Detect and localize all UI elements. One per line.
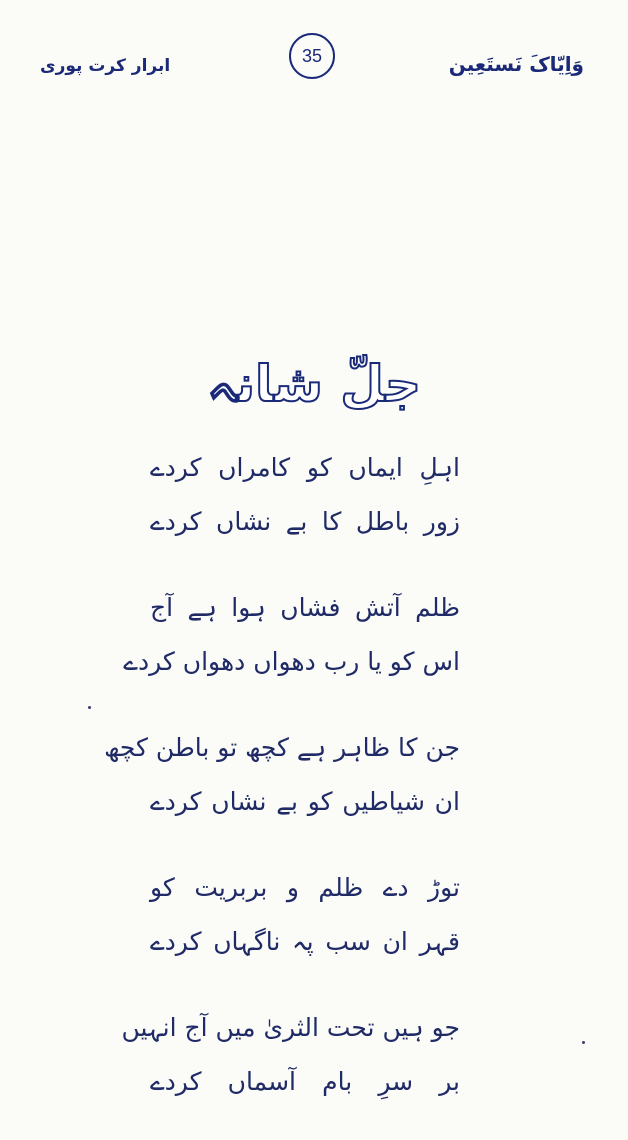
verse-line: قہر ان سب پہ ناگہاں کردے xyxy=(150,927,460,956)
stanza xyxy=(104,720,460,830)
verse-line: زور باطل کا بے نشاں کردے xyxy=(150,507,460,536)
verse-line: جو ہیں تحت الثریٰ میں آج انہیں xyxy=(121,1013,460,1042)
stanza xyxy=(150,440,460,550)
verse-line: اہلِ ایماں کو کامراں کردے xyxy=(150,453,460,482)
book-title: وَاِیّاکَ نَستَعِین xyxy=(448,52,584,76)
verse-line: جن کا ظاہر ہے کچھ تو باطن کچھ xyxy=(104,733,460,762)
verse-line: ان شیاطیں کو بے نشاں کردے xyxy=(150,787,460,816)
poem-body xyxy=(104,440,460,1140)
scan-speck xyxy=(88,706,91,709)
verse-line: توڑ دے ظلم و بربریت کو xyxy=(150,873,460,902)
verse-line: بر سرِ بام آسماں کردے xyxy=(150,1067,460,1096)
page-number-badge: 35 xyxy=(289,33,335,79)
poem-title: جلّ شانہ xyxy=(206,355,422,413)
author-name: ابرار کرت پوری xyxy=(40,56,171,76)
scan-speck xyxy=(582,1041,585,1044)
verse-line: ظلم آتش فشاں ہوا ہے آج xyxy=(150,593,460,622)
stanza xyxy=(123,580,460,690)
stanza xyxy=(121,1000,460,1110)
stanza xyxy=(150,860,460,970)
verse-line: اس کو یا رب دھواں دھواں کردے xyxy=(123,647,460,676)
